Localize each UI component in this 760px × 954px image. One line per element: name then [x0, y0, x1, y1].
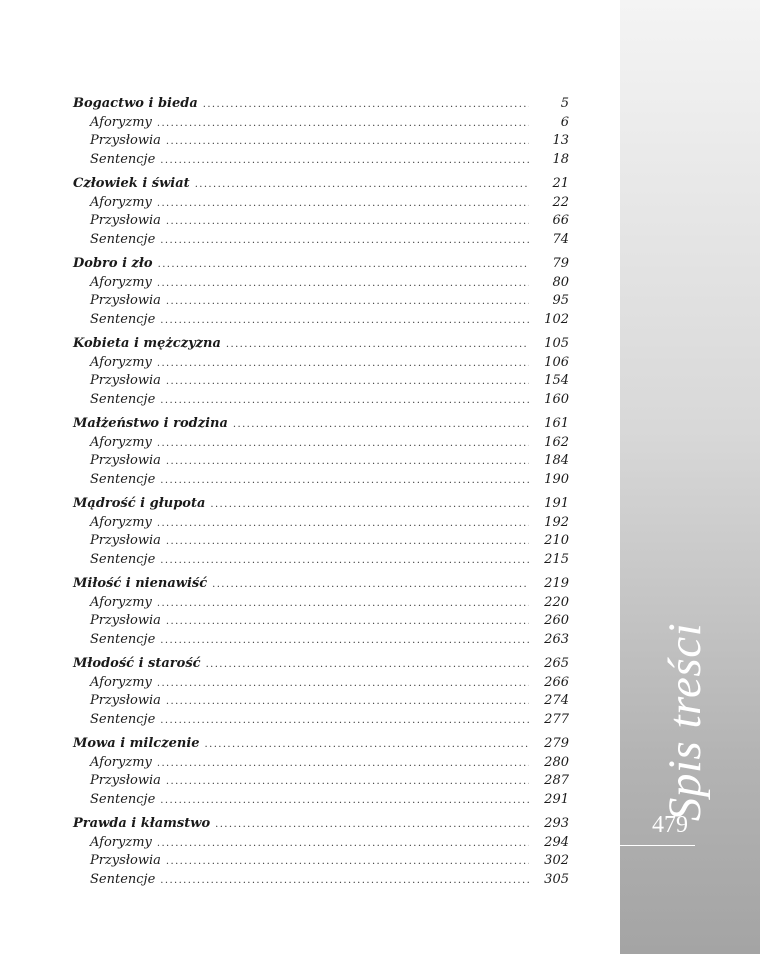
toc-subentry-row	[73, 754, 569, 773]
toc-subentry-row-label: Aforyzmy	[90, 594, 152, 610]
toc-subentry-row-label: Aforyzmy	[90, 834, 152, 850]
dot-leader	[157, 115, 529, 134]
toc-subentry-row-page: 106	[544, 354, 569, 370]
toc-chapter-row-page: 293	[544, 816, 569, 831]
dot-leader	[160, 472, 529, 491]
toc-subentry-row-label: Aforyzmy	[90, 514, 152, 530]
toc-subentry-row-label: Przysłowia	[90, 453, 161, 468]
dot-leader	[160, 552, 529, 571]
toc-subentry-row-page: 102	[544, 311, 569, 327]
toc-subentry-row	[73, 852, 569, 871]
toc-subentry-row-page: 80	[552, 274, 569, 290]
toc-subentry-row-page: 190	[544, 471, 569, 487]
dot-leader	[160, 632, 529, 651]
toc-subentry-row-page: 22	[552, 194, 569, 210]
toc-subentry-row	[73, 594, 569, 613]
toc-chapter-row	[73, 815, 569, 834]
toc-chapter-row-label: Prawda i kłamstwo	[73, 816, 211, 831]
dot-leader	[157, 595, 529, 614]
toc-chapter	[73, 255, 569, 329]
dot-leader	[160, 392, 529, 411]
toc-subentry-row-label: Przysłowia	[90, 773, 161, 788]
toc-subentry-row-label: Przysłowia	[90, 133, 161, 148]
toc-subentry-row-page: 162	[544, 434, 569, 450]
toc-subentry-row-page: 291	[544, 791, 569, 807]
toc-chapter-row	[73, 255, 569, 274]
dot-leader	[166, 453, 529, 472]
toc-chapter-row	[73, 335, 569, 354]
toc-chapter-row	[73, 95, 569, 114]
dot-leader	[157, 435, 529, 454]
toc-subentry-row	[73, 612, 569, 631]
toc-chapter-row-page: 265	[544, 656, 569, 671]
toc-chapter	[73, 815, 569, 889]
toc-subentry-row-label: Przysłowia	[90, 613, 161, 628]
toc-subentry-row-page: 74	[552, 231, 569, 247]
toc-subentry-row-page: 302	[544, 853, 569, 868]
toc-subentry-row	[73, 452, 569, 471]
dot-leader	[206, 656, 529, 675]
page-number-rule	[620, 845, 695, 846]
dot-leader	[160, 712, 529, 731]
toc-chapter	[73, 655, 569, 729]
toc-chapter-row-label: Dobro i zło	[73, 256, 153, 271]
toc-subentry-row	[73, 311, 569, 330]
toc-subentry-row-label: Sentencje	[90, 311, 156, 327]
toc-subentry-row-label: Sentencje	[90, 391, 156, 407]
toc-chapter-row-page: 21	[552, 176, 569, 191]
toc-subentry-row-page: 192	[544, 514, 569, 530]
dot-leader	[166, 693, 529, 712]
toc-subentry-row-label: Aforyzmy	[90, 434, 152, 450]
toc-chapter-row-label: Kobieta i mężczyzna	[73, 336, 221, 351]
toc-chapter-row-page: 279	[544, 736, 569, 751]
toc-subentry-row-label: Sentencje	[90, 631, 156, 647]
dot-leader	[160, 232, 529, 251]
toc-subentry-row-page: 215	[544, 551, 569, 567]
toc-chapter	[73, 735, 569, 809]
toc-subentry-row	[73, 194, 569, 213]
toc-subentry-row-page: 154	[544, 373, 569, 388]
toc-subentry-row-label: Sentencje	[90, 871, 156, 887]
toc-subentry-row	[73, 231, 569, 250]
toc-subentry-row-label: Aforyzmy	[90, 674, 152, 690]
toc-subentry-row	[73, 212, 569, 231]
toc-subentry-row	[73, 532, 569, 551]
toc-chapter-row	[73, 735, 569, 754]
toc-subentry-row-label: Sentencje	[90, 151, 156, 167]
toc-subentry-row	[73, 692, 569, 711]
toc-subentry-row-label: Aforyzmy	[90, 354, 152, 370]
toc-chapter	[73, 575, 569, 649]
toc-subentry-row-page: 13	[552, 133, 569, 148]
toc-subentry-row-page: 210	[544, 533, 569, 548]
toc-subentry-row-label: Przysłowia	[90, 213, 161, 228]
toc-chapter	[73, 175, 569, 249]
toc-subentry-row-label: Sentencje	[90, 471, 156, 487]
dot-leader	[226, 336, 529, 355]
toc-chapter-row-page: 191	[544, 496, 569, 511]
toc-subentry-row	[73, 292, 569, 311]
dot-leader	[212, 576, 529, 595]
dot-leader	[166, 213, 529, 232]
toc-chapter-row	[73, 655, 569, 674]
toc-subentry-row-label: Aforyzmy	[90, 194, 152, 210]
dot-leader	[160, 872, 529, 891]
toc-subentry-row	[73, 391, 569, 410]
toc-subentry-row	[73, 354, 569, 373]
toc-subentry-row-label: Aforyzmy	[90, 754, 152, 770]
page-number: 479	[652, 812, 688, 838]
dot-leader	[166, 773, 529, 792]
dot-leader	[157, 275, 529, 294]
toc-chapter-row	[73, 175, 569, 194]
toc-subentry-row-page: 260	[544, 613, 569, 628]
toc-chapter-row-label: Miłość i nienawiść	[73, 576, 208, 591]
toc-subentry-row-label: Sentencje	[90, 791, 156, 807]
toc-subentry-row	[73, 471, 569, 490]
section-title: Spis treści	[659, 622, 711, 822]
toc-subentry-row-label: Przysłowia	[90, 373, 161, 388]
toc-subentry-row-label: Sentencje	[90, 711, 156, 727]
dot-leader	[166, 533, 529, 552]
toc-subentry-row	[73, 114, 569, 133]
dot-leader	[210, 496, 529, 515]
toc-subentry-row-label: Sentencje	[90, 551, 156, 567]
dot-leader	[157, 675, 529, 694]
dot-leader	[157, 835, 529, 854]
dot-leader	[157, 195, 529, 214]
toc-chapter	[73, 335, 569, 409]
toc-subentry-row	[73, 151, 569, 170]
toc-subentry-row	[73, 711, 569, 730]
toc-chapter-row-page: 5	[560, 96, 569, 111]
dot-leader	[160, 152, 529, 171]
toc-subentry-row-page: 6	[560, 114, 569, 130]
toc-subentry-row-page: 294	[544, 834, 569, 850]
dot-leader	[166, 133, 529, 152]
toc-subentry-row	[73, 434, 569, 453]
toc-chapter-row	[73, 575, 569, 594]
dot-leader	[157, 355, 529, 374]
toc-chapter-row-page: 161	[544, 416, 569, 431]
toc-subentry-row-label: Przysłowia	[90, 293, 161, 308]
toc-subentry-row-page: 184	[544, 453, 569, 468]
toc-subentry-row-page: 280	[544, 754, 569, 770]
toc-chapter-row	[73, 415, 569, 434]
toc-chapter-row	[73, 495, 569, 514]
toc-chapter-row-label: Człowiek i świat	[73, 176, 190, 191]
dot-leader	[157, 755, 529, 774]
toc-chapter-row-page: 219	[544, 576, 569, 591]
toc-subentry-row	[73, 372, 569, 391]
toc-subentry-row-page: 305	[544, 871, 569, 887]
toc-chapter	[73, 415, 569, 489]
toc-chapter	[73, 495, 569, 569]
toc-subentry-row-page: 160	[544, 391, 569, 407]
toc-subentry-row	[73, 674, 569, 693]
table-of-contents	[73, 95, 569, 895]
toc-subentry-row	[73, 631, 569, 650]
toc-subentry-row	[73, 132, 569, 151]
dot-leader	[157, 515, 529, 534]
toc-chapter-row-page: 105	[544, 336, 569, 351]
toc-chapter-row-label: Mądrość i głupota	[73, 496, 206, 511]
toc-subentry-row-page: 274	[544, 693, 569, 708]
toc-subentry-row-page: 220	[544, 594, 569, 610]
toc-subentry-row-page: 95	[552, 293, 569, 308]
toc-subentry-row-label: Przysłowia	[90, 533, 161, 548]
dot-leader	[166, 293, 529, 312]
dot-leader	[160, 792, 529, 811]
toc-subentry-row-label: Aforyzmy	[90, 114, 152, 130]
toc-subentry-row-label: Przysłowia	[90, 853, 161, 868]
toc-subentry-row	[73, 871, 569, 890]
toc-subentry-row-page: 66	[552, 213, 569, 228]
toc-chapter-row-label: Bogactwo i bieda	[73, 96, 198, 111]
toc-subentry-row	[73, 834, 569, 853]
dot-leader	[166, 373, 529, 392]
toc-subentry-row-label: Sentencje	[90, 231, 156, 247]
dot-leader	[166, 613, 529, 632]
dot-leader	[158, 256, 529, 275]
toc-chapter-row-page: 79	[552, 256, 569, 271]
toc-subentry-row-page: 263	[544, 631, 569, 647]
toc-subentry-row-label: Przysłowia	[90, 693, 161, 708]
toc-subentry-row-page: 266	[544, 674, 569, 690]
toc-subentry-row	[73, 514, 569, 533]
toc-chapter-row-label: Małżeństwo i rodzina	[73, 416, 228, 431]
toc-subentry-row	[73, 551, 569, 570]
dot-leader	[160, 312, 529, 331]
toc-subentry-row-page: 18	[552, 151, 569, 167]
toc-subentry-row-page: 287	[544, 773, 569, 788]
toc-subentry-row	[73, 772, 569, 791]
toc-chapter	[73, 95, 569, 169]
dot-leader	[166, 853, 529, 872]
toc-subentry-row-label: Aforyzmy	[90, 274, 152, 290]
toc-subentry-row	[73, 274, 569, 293]
dot-leader	[205, 736, 529, 755]
toc-chapter-row-label: Mowa i milczenie	[73, 736, 200, 751]
toc-subentry-row-page: 277	[544, 711, 569, 727]
dot-leader	[195, 176, 529, 195]
dot-leader	[233, 416, 529, 435]
dot-leader	[215, 816, 529, 835]
toc-subentry-row	[73, 791, 569, 810]
toc-chapter-row-label: Młodość i starość	[73, 656, 201, 671]
dot-leader	[203, 96, 529, 115]
